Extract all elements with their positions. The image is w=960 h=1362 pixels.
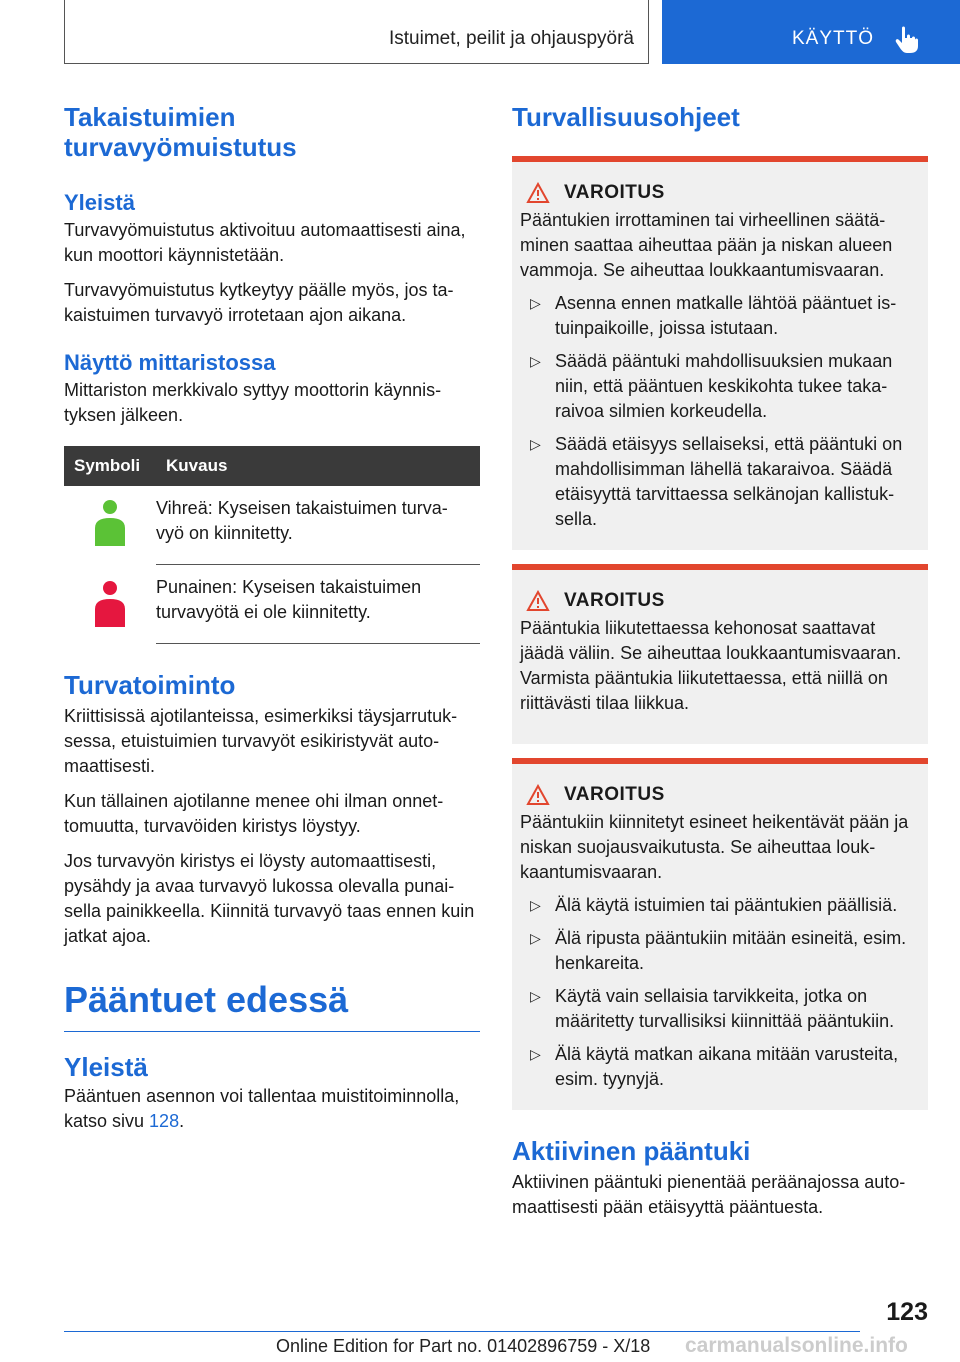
table-row: [64, 486, 480, 565]
table-cell-red: Punainen: Kyseisen takaistuimen turvavyötä ei ole kiinnitetty.: [156, 565, 480, 644]
seat-occupant-red-icon: [93, 579, 127, 629]
warning-triangle-icon: [526, 182, 550, 204]
watermark: carmanualsonline.info: [685, 1334, 908, 1357]
warning-label: VAROITUS: [564, 182, 665, 203]
seat-occupant-green-icon: [93, 498, 127, 548]
warning-text: Pääntukia liikutettaessa kehonosat saattavat jäädä väliin. Se aiheuttaa loukkaantumisvaaran. Varmista pääntukia liikutettaessa, että niillä on riittävästi tilaa liikkua.: [520, 618, 902, 713]
symbol-table: [64, 446, 480, 644]
headrest-general-heading: Yleistä: [64, 1052, 148, 1082]
warning-label: VAROITUS: [564, 784, 665, 805]
footer-divider: [64, 1331, 860, 1332]
function-heading: Turvatoiminto: [64, 670, 236, 700]
headrest-paragraph-text: Pääntuen asennon voi tallentaa muistitoiminnolla, katso sivu: [64, 1086, 460, 1131]
list-item: ▷ Käytä vain sellaisia tarvikkeita, jotka on määritetty turvallisiksi kiinnittää pääntukiin.: [530, 986, 895, 1031]
warning-triangle-icon: [526, 784, 550, 806]
section-title: Istuimet, peilit ja ohjauspyörä: [388, 28, 634, 49]
warning-text: Pääntukien irrottaminen tai virheellinen säätä-minen saattaa aiheuttaa pään ja niskan alueen vammoja. Se aiheuttaa loukkaantumisvaaran.: [520, 210, 893, 280]
table-header-description: Kuvaus: [156, 446, 480, 486]
headrest-paragraph-end: .: [179, 1111, 185, 1131]
left-column: [64, 102, 480, 1134]
warning-text: Pääntukiin kiinnitetyt esineet heikentävät pään ja niskan suojausvaikutusta. Se aiheuttaa louk-kaantumisvaaran.: [520, 812, 909, 882]
list-item: ▷ Älä käytä istuimien tai pääntukien päällisiä.: [530, 895, 898, 915]
list-item: ▷ Asenna ennen matkalle lähtöä pääntuet is-tuinpaikoille, joissa istutaan.: [530, 293, 897, 338]
page-number: 123: [886, 1298, 928, 1326]
function-paragraph-2: Kun tällainen ajotilanne menee ohi ilman onnet-tomuutta, turvavöiden kiristys löystyy.: [64, 791, 444, 836]
safety-title: Turvallisuusohjeet: [512, 102, 740, 132]
warning-list: [520, 893, 920, 1092]
function-paragraph-1: Kriittisissä ajotilanteissa, esimerkiksi täysjarrutuk-sessa, etuistuimien turvavyöt esikiristyvät auto-maattisesti.: [64, 706, 458, 776]
footer-edition: Online Edition for Part no. 01402896759 - X/18: [276, 1336, 651, 1356]
headrest-paragraph: [64, 1084, 480, 1134]
warning-label: VAROITUS: [564, 590, 665, 611]
table-row: [64, 565, 480, 644]
right-column: [512, 102, 928, 1220]
general-paragraph-1: Turvavyömuistutus aktivoituu automaattisesti aina, kun moottori käynnistetään.: [64, 220, 466, 265]
list-item: ▷ Älä ripusta pääntukiin mitään esineitä, esim. henkareita.: [530, 928, 907, 973]
headrest-heading: Pääntuet edessä: [64, 979, 480, 1032]
hand-pointer-icon: [894, 24, 922, 54]
general-heading: Yleistä: [64, 190, 135, 215]
chapter-tab[interactable]: [662, 0, 960, 64]
warning-box: [512, 564, 928, 744]
active-headrest-heading: Aktiivinen pääntuki: [512, 1136, 751, 1166]
list-item: ▷ Älä käytä matkan aikana mitään varusteita, esim. tyynyjä.: [530, 1044, 899, 1089]
table-header-symbol: Symboli: [64, 446, 156, 486]
table-cell-green: Vihreä: Kyseisen takaistuimen turva-vyö on kiinnitetty.: [156, 486, 480, 565]
seatbelt-reminder-title: Takaistuimien turvavyömuistutus: [64, 102, 297, 162]
warning-box: [512, 758, 928, 1110]
list-item: ▷ Säädä pääntuki mahdollisuuksien mukaan niin, että pääntuen keskikohta tukee taka-raivoa silmien korkeudella.: [530, 351, 893, 421]
warning-list: [520, 291, 920, 532]
chapter-tab-label: KÄYTTÖ: [792, 28, 875, 49]
display-heading: Näyttö mittaristossa: [64, 350, 276, 375]
warning-triangle-icon: [526, 590, 550, 612]
page-link[interactable]: 128: [149, 1111, 180, 1131]
list-item: ▷ Säädä etäisyys sellaiseksi, että pääntuki on mahdollisimman lähellä takaraivoa. Säädä etäisyyttä tarvittaessa selkänojan kallistuk-sella.: [530, 434, 903, 529]
general-paragraph-2: Turvavyömuistutus kytkeytyy päälle myös, jos ta-kaistuimen turvavyö irrotetaan ajon aikana.: [64, 280, 454, 325]
section-header: [64, 0, 649, 64]
warning-box: [512, 156, 928, 550]
display-paragraph: Mittariston merkkivalo syttyy moottorin käynnis-tyksen jälkeen.: [64, 380, 442, 425]
active-headrest-paragraph: Aktiivinen pääntuki pienentää peräänajossa auto-maattisesti pään etäisyyttä pääntuesta.: [512, 1172, 906, 1217]
function-paragraph-3: Jos turvavyön kiristys ei löysty automaattisesti, pysähdy ja avaa turvavyö lukossa olevalla punai-sella painikkeella. Kiinnitä turvavyö taas ennen kuin jatkat ajoa.: [64, 851, 475, 946]
